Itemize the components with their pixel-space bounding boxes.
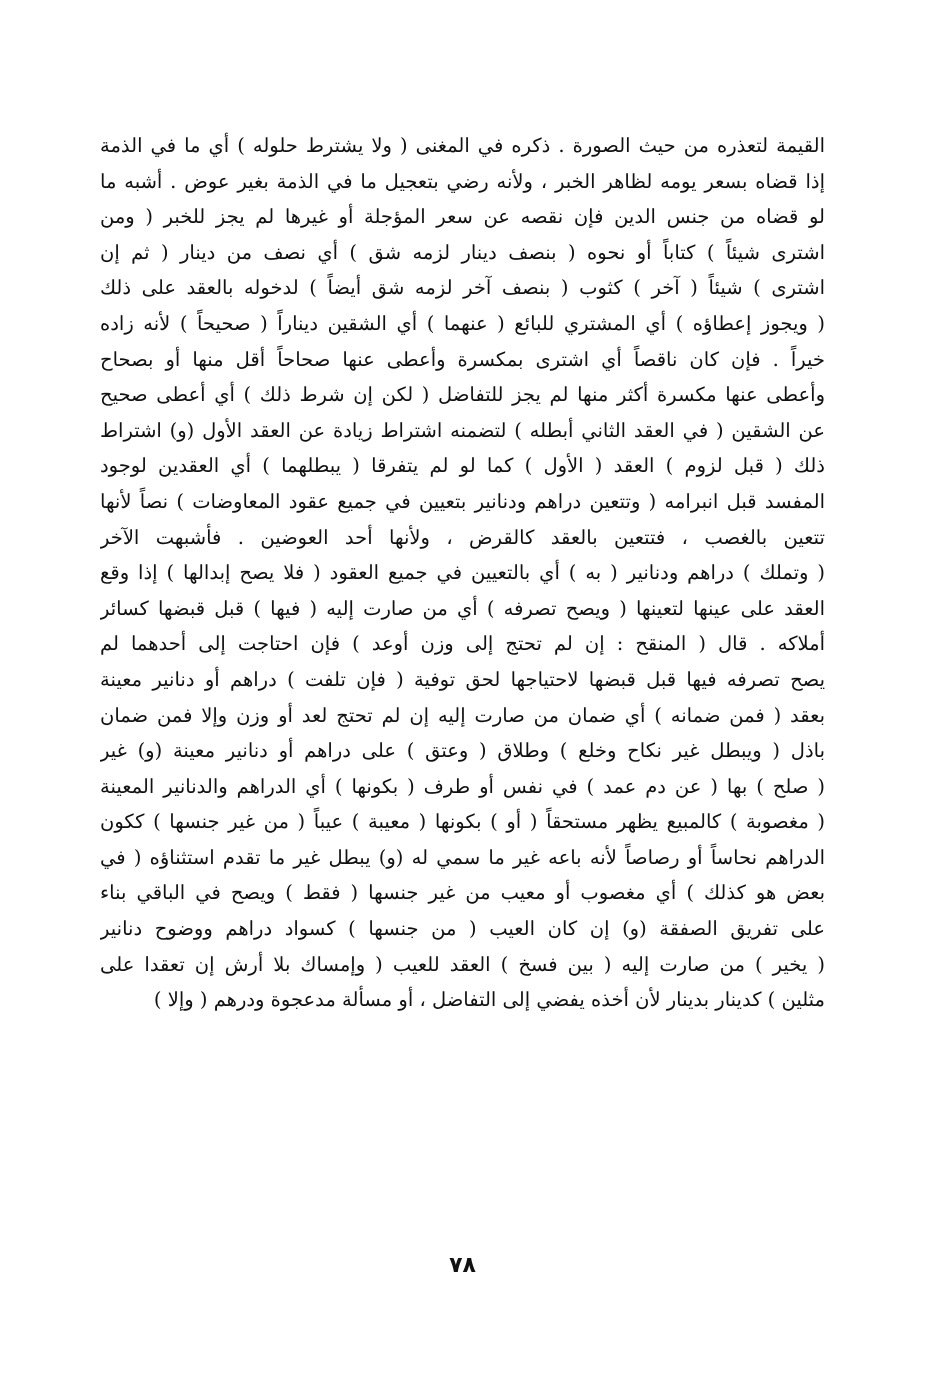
text-line: أملاكه . قال ( المنقح : إن لم تحتج إلى وزن أوعد ) فإن احتاجت إلى أحدهما لم <box>100 632 825 656</box>
text-line: الدراهم نحاساً أو رصاصاً لأنه باعه غير ما سمي له (و) يبطل غير ما تقدم استثناؤه ( في <box>100 845 825 869</box>
text-line: ( يخير ) من صارت إليه ( بين فسخ ) العقد للعيب ( وإمساك بلا أرش إن تعقدا على <box>100 952 825 976</box>
text-line: ( صلح ) بها ( عن دم عمد ) في نفس أو طرف ( بكونها ) أي الدراهم والدنانير المعينة <box>100 774 825 798</box>
text-line: باذل ( ويبطل غير نكاح وخلع ) وطلاق ( وعتق ) على دراهم أو دنانير معينة (و) غير <box>100 739 825 763</box>
text-line: ( وتملك ) دراهم ودنانير ( به ) أي بالتعيين في جميع العقود ( فلا يصح إبدالها ) إذا وقع <box>100 561 825 585</box>
text-line: العقد على عينها لتعينها ( ويصح تصرفه ) أي من صارت إليه ( فيها ) قبل قبضها كسائر <box>100 596 825 620</box>
text-line: وأعطى عنها مكسرة أكثر منها لم يجز للتفاضل ( لكن إن شرط ذلك ) أي أعطى صحيح <box>100 383 825 407</box>
text-line: المفسد قبل انبرامه ( وتتعين دراهم ودنانير بتعيين في جميع عقود المعاوضات ) نصاً لأنها <box>100 489 825 513</box>
text-line: عن الشقين ( في العقد الثاني أبطله ) لتضمنه اشتراط زيادة عن العقد الأول (و) اشتراط <box>100 418 825 442</box>
text-line: اشترى شيئاً ) كتاباً أو نحوه ( بنصف دينار لزمه شق ) أي نصف من دينار ( ثم إن <box>100 240 825 264</box>
text-line: بعقد ( فمن ضمانه ) أي ضمان من صارت إليه إن لم تحتج لعد أو وزن وإلا فمن ضمان <box>100 703 825 727</box>
text-line: خيراً . فإن كان ناقصاً أي اشترى بمكسرة وأعطى عنها صحاحاً أقل منها أو بصحاح <box>100 347 825 371</box>
text-line: يصح تصرفه فيها قبل قبضها لاحتياجها لحق توفية ( فإن تلفت ) دراهم أو دنانير معينة <box>100 667 825 691</box>
text-line: ذلك ( قبل لزوم ) العقد ( الأول ) كما لو لم يتفرقا ( يبطلهما ) أي العقدين لوجود <box>100 454 825 478</box>
page-number: ٧٨ <box>449 1253 476 1278</box>
text-line: على تفريق الصفقة (و) إن كان العيب ( من جنسها ) كسواد دراهم ووضوح دنانير <box>100 917 825 941</box>
text-line: تتعين بالغصب ، فتتعين بالعقد كالقرض ، ولأنها أحد العوضين . فأشبهت الآخر <box>100 525 825 549</box>
text-line: القيمة لتعذره من حيث الصورة . ذكره في المغنى ( ولا يشترط حلوله ) أي ما في الذمة <box>100 134 825 157</box>
text-line: بعض هو كذلك ) أي مغصوب أو معيب من غير جنسها ( فقط ) ويصح في الباقي بناء <box>100 881 825 905</box>
text-line: ( ويجوز إعطاؤه ) أي المشتري للبائع ( عنهما ) أي الشقين ديناراً ( صحيحاً ) لأنه زاده <box>100 311 825 335</box>
text-line: إذا قضاه بسعر يومه لظاهر الخبر ، ولأنه رضي بتعجيل ما في الذمة بغير عوض . أشبه ما <box>100 169 825 193</box>
text-line: لو قضاه من جنس الدين فإن نقصه عن سعر المؤجلة أو غيرها لم يجز للخبر ( ومن <box>100 205 825 229</box>
text-line: ( مغصوبة ) كالمبيع يظهر مستحقاً ( أو ) بكونها ( معيبة ) عيباً ( من غير جنسها ) ككون <box>100 810 825 834</box>
text-line: مثلين ) كدينار بدينار لأن أخذه يفضي إلى التفاضل ، أو مسألة مدعجوة ودرهم ( وإلا ) <box>153 988 825 1012</box>
text-line: اشترى ) شيئاً ( آخر ) كثوب ( بنصف آخر لزمه شق أيضاً ) لدخوله بالعقد على ذلك <box>100 276 825 300</box>
body-text <box>100 128 825 1018</box>
